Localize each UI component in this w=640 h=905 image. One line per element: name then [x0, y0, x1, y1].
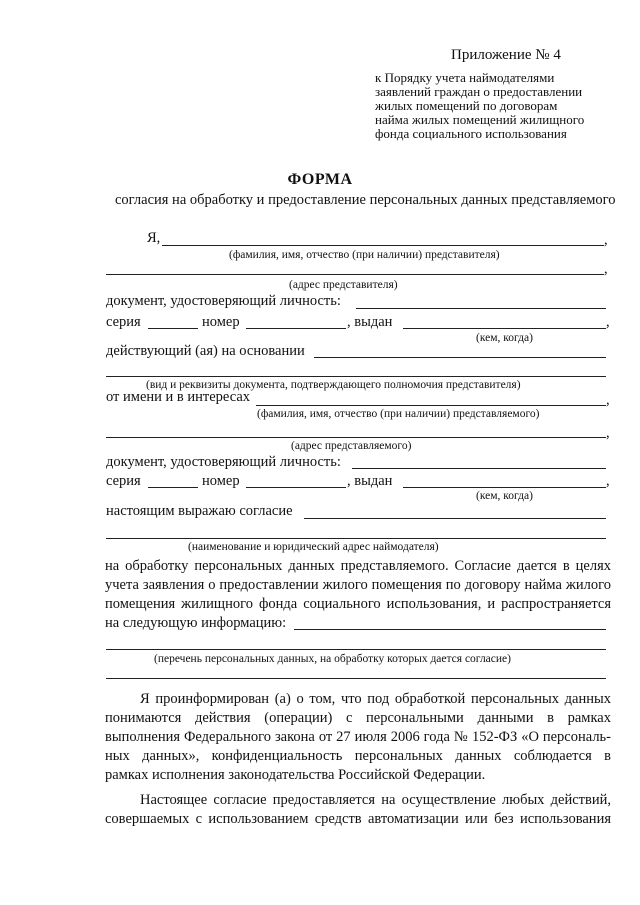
on-behalf-label: от имени и в интересах: [106, 389, 251, 405]
id-doc-line[interactable]: [352, 468, 606, 469]
comma: ,: [604, 261, 608, 277]
form-subtitle: согласия на обработку и предоставление персональных данных представляемого: [115, 192, 616, 208]
authority-line[interactable]: [106, 376, 606, 377]
info-paragraph-line: понимаются действия (операции) с персональными данными в рамках: [105, 710, 611, 726]
appendix-subtitle-line: найма жилых помещений жилищного: [375, 112, 585, 127]
represented-name-caption: (фамилия, имя, отчество (при наличии) представляемого): [257, 408, 540, 420]
purpose-last-line: на следующую информацию:: [105, 615, 287, 631]
comma: ,: [606, 392, 610, 408]
consent-paragraph-line: Настоящее согласие предоставляется на осуществление любых действий,: [140, 792, 611, 808]
acting-basis-line[interactable]: [314, 357, 606, 358]
appendix-title: Приложение № 4: [451, 47, 561, 63]
id-doc-line[interactable]: [356, 308, 606, 309]
consent-label: настоящим выражаю согласие: [106, 503, 293, 519]
info-paragraph-line: выполнения Федерального закона от 27 июля 2006 года № 152-ФЗ «О персональ-: [105, 729, 611, 745]
issued-caption: (кем, когда): [476, 490, 533, 502]
series-label: серия: [106, 473, 141, 489]
appendix-subtitle-line: жилых помещений по договорам: [375, 98, 558, 113]
data-list-line-2[interactable]: [106, 649, 606, 650]
landlord-caption: (наименование и юридический адрес наймодателя): [188, 541, 439, 553]
purpose-line: помещения жилищного фонда социального использования, и распространяется: [105, 596, 611, 612]
landlord-line[interactable]: [106, 538, 606, 539]
represented-address-line[interactable]: [106, 437, 606, 438]
info-paragraph-last-line: рамках исполнения законодательства Российской Федерации.: [105, 767, 486, 783]
number-line[interactable]: [246, 328, 346, 329]
issued-caption: (кем, когда): [476, 332, 533, 344]
comma: ,: [606, 425, 610, 441]
acting-label: действующий (ая) на основании: [106, 343, 305, 359]
comma: ,: [606, 314, 610, 330]
comma: ,: [606, 473, 610, 489]
data-list-line[interactable]: [294, 629, 606, 630]
info-paragraph-line: Я проинформирован (а) о том, что под обработкой персональных данных: [140, 691, 611, 707]
data-list-line-3[interactable]: [106, 678, 606, 679]
authority-caption: (вид и реквизиты документа, подтверждающего полномочия представителя): [146, 379, 521, 391]
consent-line[interactable]: [304, 518, 606, 519]
represented-name-line[interactable]: [256, 405, 606, 406]
number-line[interactable]: [246, 487, 346, 488]
issued-label: , выдан: [347, 473, 393, 489]
issued-label: , выдан: [347, 314, 393, 330]
purpose-line: на обработку персональных данных представляемого. Согласие дается в целях: [105, 558, 611, 574]
issued-line[interactable]: [403, 487, 606, 488]
rep-name-line[interactable]: [162, 245, 604, 246]
id-doc-label: документ, удостоверяющий личность:: [106, 454, 341, 470]
i-label: Я,: [147, 230, 161, 246]
number-label: номер: [202, 314, 240, 330]
appendix-subtitle-line: заявлений граждан о предоставлении: [375, 84, 583, 99]
appendix-subtitle-line: фонда социального использования: [375, 126, 567, 141]
series-label: серия: [106, 314, 141, 330]
number-label: номер: [202, 473, 240, 489]
id-doc-label: документ, удостоверяющий личность:: [106, 293, 341, 309]
series-line[interactable]: [148, 487, 198, 488]
info-paragraph-line: ных данных», конфиденциальность персональных данных соблюдается в: [105, 748, 611, 764]
form-title: ФОРМА: [287, 171, 353, 188]
comma: ,: [604, 232, 608, 248]
data-list-caption: (перечень персональных данных, на обработку которых дается согласие): [154, 653, 511, 665]
series-line[interactable]: [148, 328, 198, 329]
rep-name-caption: (фамилия, имя, отчество (при наличии) представителя): [229, 249, 500, 261]
consent-paragraph-line: совершаемых с использованием средств автоматизации или без использования: [105, 811, 611, 827]
rep-address-line[interactable]: [106, 274, 604, 275]
issued-line[interactable]: [403, 328, 606, 329]
rep-address-caption: (адрес представителя): [289, 279, 398, 291]
represented-address-caption: (адрес представляемого): [291, 440, 412, 452]
purpose-line: учета заявления о предоставлении жилого помещения по договору найма жилого: [105, 577, 611, 593]
appendix-subtitle-line: к Порядку учета наймодателями: [375, 70, 555, 85]
